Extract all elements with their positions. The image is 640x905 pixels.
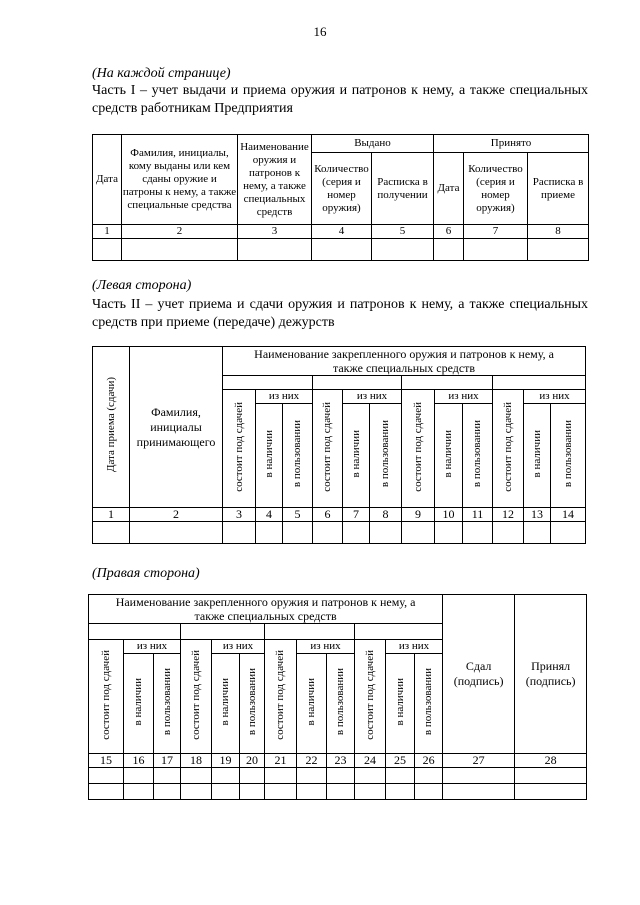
p3-col-available: в наличии xyxy=(219,677,231,726)
p2-num: 1 xyxy=(93,508,130,522)
p1-num: 2 xyxy=(122,225,238,239)
p3-sub-of-them: из них xyxy=(297,640,355,654)
p3-num: 27 xyxy=(443,754,515,768)
p2-sub-of-them: из них xyxy=(343,390,402,404)
p3-col-accepted: Принял (подпись) xyxy=(515,595,587,754)
p2-num: 2 xyxy=(130,508,223,522)
p2-num: 9 xyxy=(402,508,435,522)
p2-num: 7 xyxy=(343,508,370,522)
p2-col-in-use: в пользовании xyxy=(379,419,391,488)
p3-num: 28 xyxy=(515,754,587,768)
p2-num: 5 xyxy=(283,508,313,522)
page-number: 16 xyxy=(313,24,327,39)
part1-heading: Часть I – учет выдачи и приема оружия и патронов к нему, а также специальных средств работникам Предприятия xyxy=(92,83,588,116)
p3-col-in-use: в пользовании xyxy=(422,667,435,736)
p1-num: 4 xyxy=(312,225,372,239)
p2-col-in-use: в пользовании xyxy=(561,419,574,488)
p2-num: 11 xyxy=(463,508,493,522)
p2-sub-of-them: из них xyxy=(524,390,586,404)
p1-col-qty: Количество (серия и номер оружия) xyxy=(312,153,372,225)
p1-col-qty2: Количество (серия и номер оружия) xyxy=(464,153,528,225)
p1-col-fio: Фамилия, инициалы, кому выданы или кем сданы оружие и патроны к нему, а также специальные средства xyxy=(122,135,238,225)
p3-num: 16 xyxy=(124,754,154,768)
p1-col-name: Наименование оружия и патронов к нему, а также специальных средств xyxy=(238,135,312,225)
p3-num: 24 xyxy=(355,754,386,768)
p1-col-receipt-accept: Расписка в приеме xyxy=(528,153,589,225)
p1-col-date: Дата xyxy=(93,135,122,225)
p3-num: 25 xyxy=(386,754,415,768)
p3-header-main: Наименование закрепленного оружия и патронов к нему, а также специальных средств xyxy=(89,595,443,624)
p2-col-state: состоит под сдачей xyxy=(501,401,514,492)
p3-num: 15 xyxy=(89,754,124,768)
p2-col-state: состоит под сдачей xyxy=(411,401,424,492)
p1-col-date2: Дата xyxy=(434,153,464,225)
p3-num: 26 xyxy=(415,754,443,768)
p1-num: 6 xyxy=(434,225,464,239)
p3-col-in-use: в пользовании xyxy=(160,667,173,736)
p3-col-handed: Сдал (подпись) xyxy=(443,595,515,754)
part2-heading: Часть II – учет приема и сдачи оружия и патронов к нему, а также специальных средств при приеме (передаче) дежурств xyxy=(92,297,588,330)
p2-num: 6 xyxy=(313,508,343,522)
part3-table xyxy=(88,594,587,800)
p3-col-state: состоит под сдачей xyxy=(189,649,202,740)
p2-sub-of-them: из них xyxy=(435,390,493,404)
p3-num: 17 xyxy=(154,754,181,768)
part3-note: (Правая сторона) xyxy=(92,566,200,581)
p3-num: 22 xyxy=(297,754,327,768)
p2-num: 8 xyxy=(370,508,402,522)
p1-num: 8 xyxy=(528,225,589,239)
p2-empty-row xyxy=(93,522,586,544)
p3-num: 19 xyxy=(212,754,240,768)
p2-num: 4 xyxy=(256,508,283,522)
p3-col-available: в наличии xyxy=(132,677,144,726)
p2-col-fio: Фамилия, инициалы принимающего xyxy=(130,347,223,508)
p1-num: 3 xyxy=(238,225,312,239)
part1-table xyxy=(92,134,589,261)
p2-col-in-use: в пользовании xyxy=(291,419,303,488)
p2-header-main: Наименование закрепленного оружия и патронов к нему, а также специальных средств xyxy=(223,347,586,376)
p3-num: 20 xyxy=(240,754,265,768)
p1-grp-received: Принято xyxy=(434,135,589,153)
p3-sub-of-them: из них xyxy=(124,640,181,654)
p2-col-in-use: в пользовании xyxy=(471,419,483,488)
p1-empty-row xyxy=(93,239,589,261)
p3-col-state: состоит под сдачей xyxy=(363,649,376,740)
p3-col-state: состоит под сдачей xyxy=(274,649,286,740)
p2-col-available: в наличии xyxy=(442,429,454,478)
p3-col-state: состоит под сдачей xyxy=(99,649,112,740)
p2-num: 14 xyxy=(551,508,586,522)
p2-col-date-label: Дата приема (сдачи) xyxy=(104,377,117,473)
p3-num: 21 xyxy=(265,754,297,768)
p3-sub-of-them: из них xyxy=(386,640,443,654)
p2-col-state: состоит под сдачей xyxy=(232,401,245,492)
part2-note: (Левая сторона) xyxy=(92,278,192,293)
p1-num: 7 xyxy=(464,225,528,239)
p2-num: 3 xyxy=(223,508,256,522)
p3-num: 23 xyxy=(327,754,355,768)
p1-grp-issued: Выдано xyxy=(312,135,434,153)
p3-empty-row xyxy=(89,784,587,800)
p3-col-available: в наличии xyxy=(305,677,317,726)
p1-num: 1 xyxy=(93,225,122,239)
p2-num: 12 xyxy=(493,508,524,522)
p2-num: 13 xyxy=(524,508,551,522)
p2-num: 10 xyxy=(435,508,463,522)
p3-num: 18 xyxy=(181,754,212,768)
part1-note: (На каждой странице) xyxy=(92,66,231,81)
p3-col-in-use: в пользовании xyxy=(245,667,258,736)
p3-col-in-use: в пользовании xyxy=(334,667,346,736)
p1-col-receipt-get: Расписка в получении xyxy=(372,153,434,225)
p2-col-state: состоит под сдачей xyxy=(321,401,333,492)
p3-col-available: в наличии xyxy=(393,677,406,726)
p3-sub-of-them: из них xyxy=(212,640,265,654)
part2-table xyxy=(92,346,586,544)
p3-empty-row xyxy=(89,768,587,784)
p2-sub-of-them: из них xyxy=(256,390,313,404)
p2-col-available: в наличии xyxy=(530,429,543,478)
p2-col-available: в наличии xyxy=(262,429,275,478)
p1-num: 5 xyxy=(372,225,434,239)
p2-col-available: в наличии xyxy=(349,429,362,478)
p2-col-date xyxy=(93,347,130,508)
